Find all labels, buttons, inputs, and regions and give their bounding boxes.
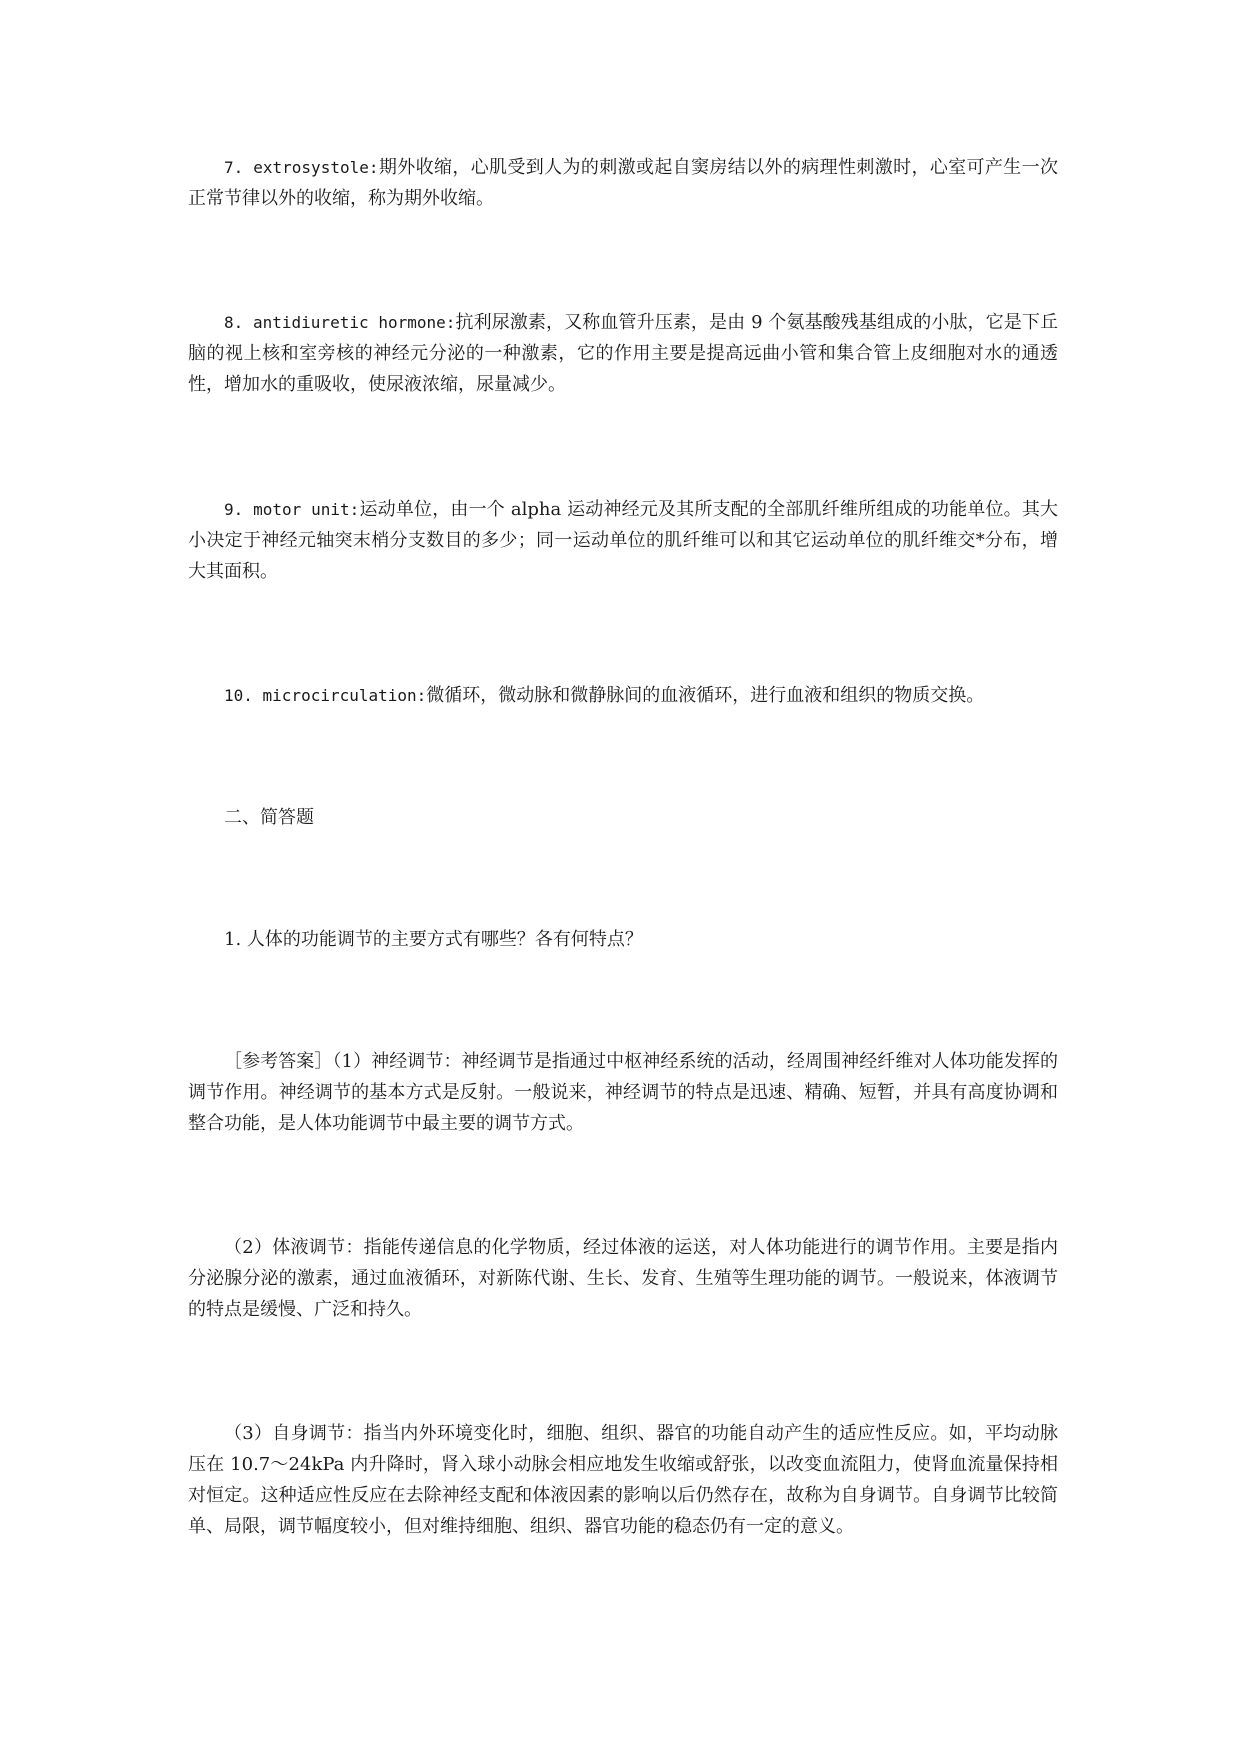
definition-motor-unit [188,494,1058,587]
term-label: 9. motor unit: [224,500,360,519]
answer-humoral-regulation: （2）体液调节：指能传递信息的化学物质，经过体液的运送，对人体功能进行的调节作用。主要是指内分泌腺分泌的激素，通过血液循环，对新陈代谢、生长、发育、生殖等生理功能的调节。一般说来，体液调节的特点是缓慢、广泛和持久。 [188,1237,1058,1320]
term-label: 8. antidiuretic hormone: [224,313,456,332]
definition-text: 运动单位，由一个 alpha 运动神经元及其所支配的全部肌纤维所组成的功能单位。其大小决定于神经元轴突末梢分支数目的多少；同一运动单位的肌纤维可以和其它运动单位的肌纤维交*分布，增大其面积。 [188,499,1059,582]
term-label: 7. extrosystole: [224,158,379,177]
definition-text: 微循环，微动脉和微静脉间的血液循环，进行血液和组织的物质交换。 [426,685,985,706]
definition-microcirculation [188,680,1058,711]
definition-text: 抗利尿激素，又称血管升压素，是由 9 个氨基酸残基组成的小肽，它是下丘脑的视上核和室旁核的神经元分泌的一种激素，它的作用主要是提高远曲小管和集合管上皮细胞对水的通透性，增加水的重吸收，使尿液浓缩，尿量减少。 [188,312,1058,395]
section-heading: 二、简答题 [224,807,314,828]
answer-autoregulation: （3）自身调节：指当内外环境变化时，细胞、组织、器官的功能自动产生的适应性反应。如，平均动脉压在 10.7～24kPa 内升降时，肾入球小动脉会相应地发生收缩或舒张，以改变血流阻力，使肾血流量保持相对恒定。这种适应性反应在去除神经支配和体液因素的影响以后仍然存在，故称为自身调节。自身调节比较简单、局限，调节幅度较小，但对维持细胞、组织、器官功能的稳态仍有一定的意义。 [188,1423,1058,1537]
answer-neural-regulation: ［参考答案］（1）神经调节：神经调节是指通过中枢神经系统的活动，经周围神经纤维对人体功能发挥的调节作用。神经调节的基本方式是反射。一般说来，神经调节的特点是迅速、精确、短暂，并具有高度协调和整合功能，是人体功能调节中最主要的调节方式。 [188,1051,1058,1134]
definition-text: 期外收缩，心肌受到人为的刺激或起自窦房结以外的病理性刺激时，心室可产生一次正常节律以外的收缩，称为期外收缩。 [188,157,1059,209]
term-label: 10. microcirculation: [224,686,427,705]
definition-extrosystole [188,152,1058,214]
definition-antidiuretic-hormone [188,307,1058,400]
question-1: 1. 人体的功能调节的主要方式有哪些？各有何特点？ [224,929,643,950]
